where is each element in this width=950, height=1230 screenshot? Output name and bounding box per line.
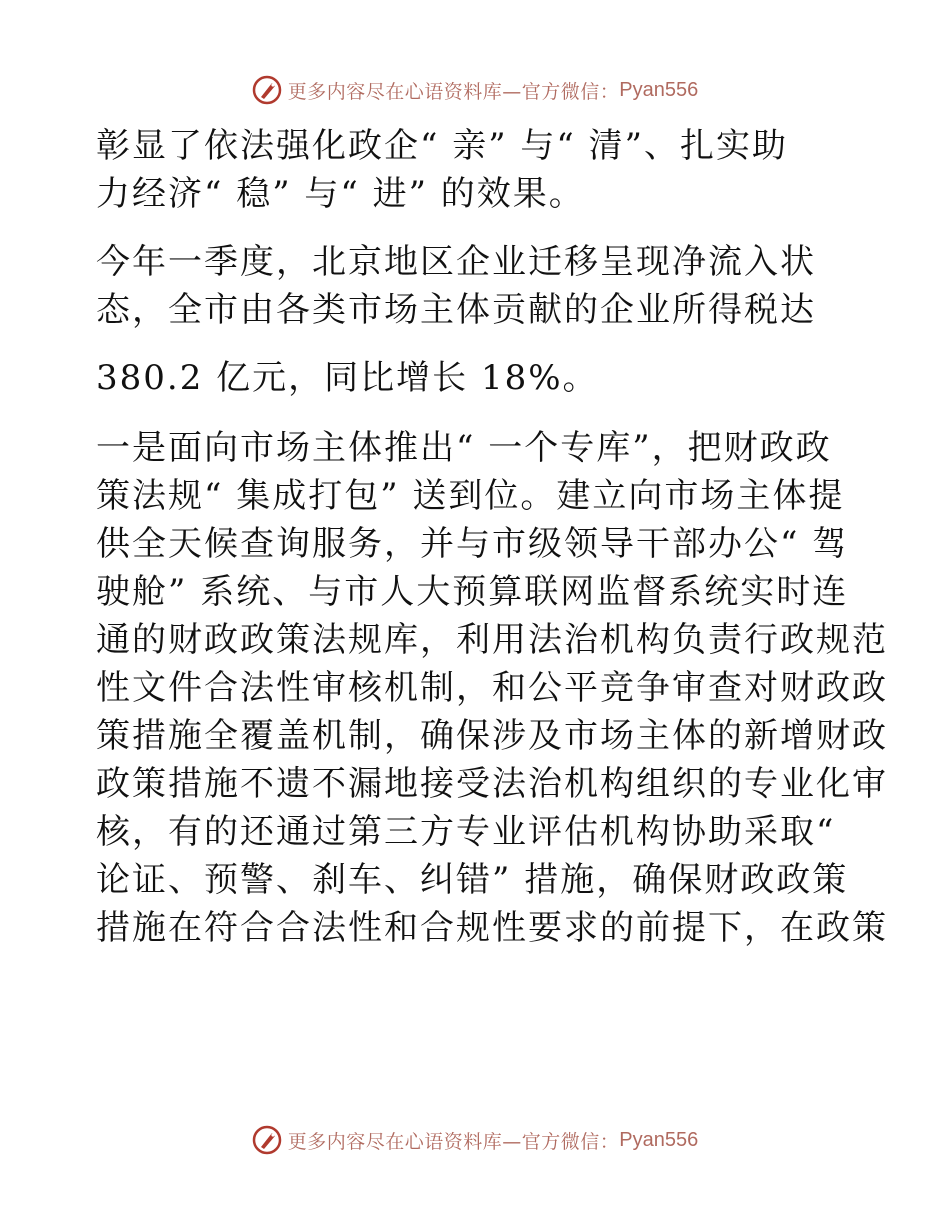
- watermark-wechat-id: Pyan556: [619, 78, 699, 101]
- text-line: 380.2 亿元，同比增长 18%。: [96, 358, 599, 398]
- text-line: 彰显了依法强化政企“ 亲” 与“ 清”、扎实助: [96, 126, 788, 166]
- footer-watermark: [0, 1120, 950, 1160]
- text-line: 策法规“ 集成打包” 送到位。建立向市场主体提: [96, 476, 845, 516]
- text-line: 政策措施不遗不漏地接受法治机构组织的专业化审: [96, 764, 888, 804]
- watermark-wechat-id: Pyan556: [619, 1128, 699, 1151]
- header-watermark: [0, 70, 950, 110]
- text-line: 策措施全覆盖机制，确保涉及市场主体的新增财政: [96, 716, 888, 756]
- text-line: 态，全市由各类市场主体贡献的企业所得税达: [96, 290, 816, 330]
- pen-nib-logo-icon: [252, 1125, 282, 1155]
- text-line: 通的财政政策法规库，利用法治机构负责行政规范: [96, 620, 888, 660]
- text-line: 驶舱” 系统、与市人大预算联网监督系统实时连: [96, 572, 849, 612]
- text-line: 论证、预警、刹车、纠错” 措施，确保财政政策: [96, 860, 849, 900]
- watermark-text: 更多内容尽在心语资料库—官方微信：: [287, 1130, 620, 1153]
- text-line: 措施在符合合法性和合规性要求的前提下，在政策: [96, 908, 888, 948]
- watermark-text: 更多内容尽在心语资料库—官方微信：: [287, 80, 620, 103]
- text-line: 核，有的还通过第三方专业评估机构协助采取“: [96, 812, 836, 852]
- paragraph: [96, 424, 888, 952]
- paragraph: [96, 238, 856, 334]
- pen-nib-logo-icon: [252, 75, 282, 105]
- paragraph: [96, 122, 856, 218]
- text-line: 一是面向市场主体推出“ 一个专库”，把财政政: [96, 428, 832, 468]
- text-line: 力经济“ 稳” 与“ 进” 的效果。: [96, 174, 585, 214]
- document-body: [96, 122, 888, 952]
- text-line: 今年一季度，北京地区企业迁移呈现净流入状: [96, 242, 816, 282]
- paragraph: [96, 354, 856, 402]
- text-line: 性文件合法性审核机制，和公平竞争审查对财政政: [96, 668, 888, 708]
- text-line: 供全天候查询服务，并与市级领导干部办公“ 驾: [96, 524, 849, 564]
